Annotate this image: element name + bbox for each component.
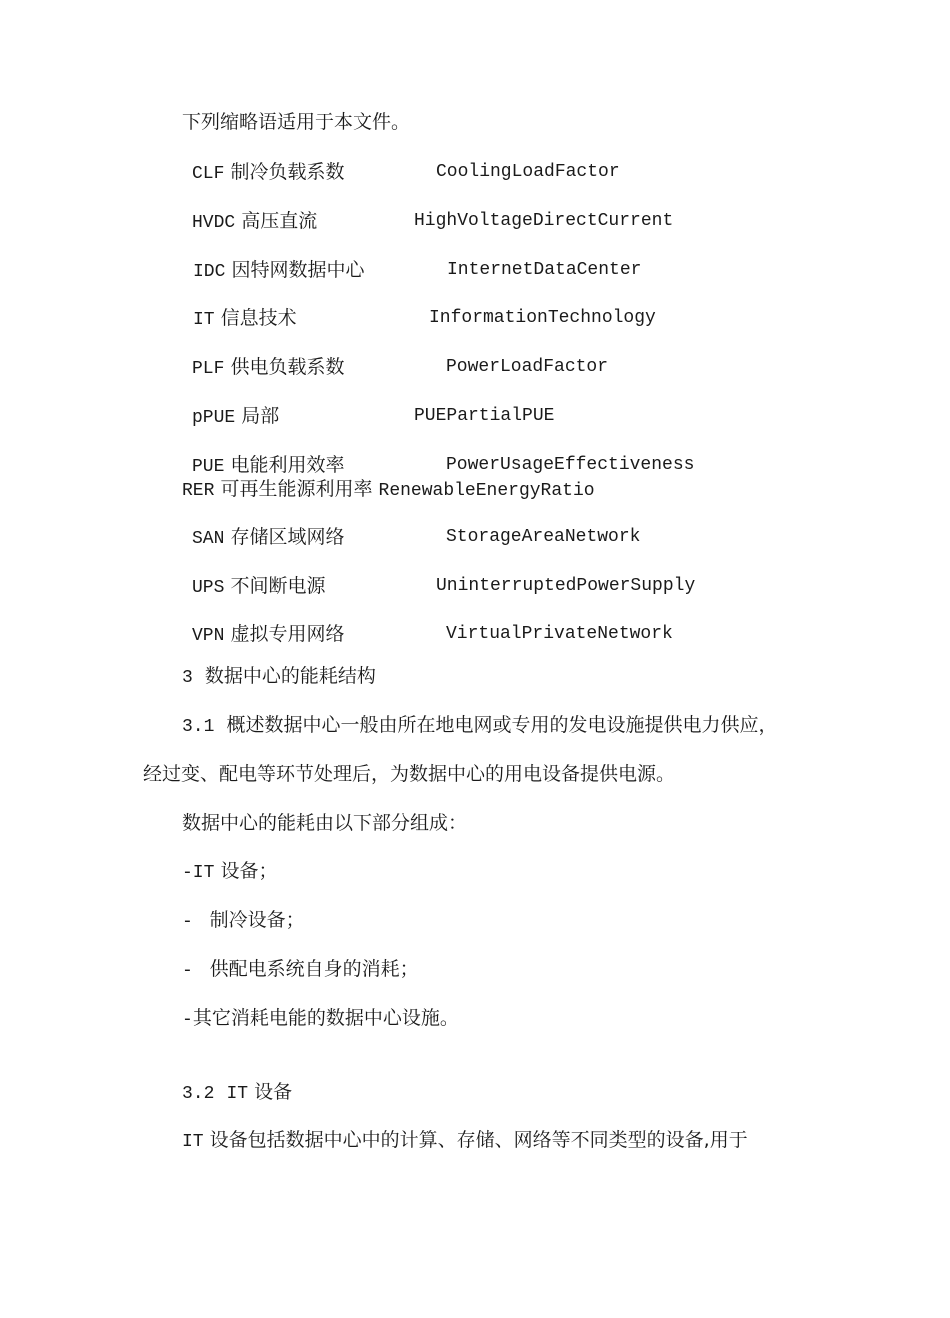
abbr-en: PowerLoadFactor (446, 357, 609, 377)
abbr-code: VPN (192, 626, 225, 646)
abbr-code: IT (193, 310, 215, 330)
abbr-zh: 高压直流 (241, 210, 318, 232)
abbr-en: PowerUsageEffectiveness (446, 455, 695, 475)
section-title: 设备 (254, 1081, 293, 1103)
abbr-en: UninterruptedPowerSupply (436, 576, 696, 596)
list-text: 其它消耗电能的数据中心设施。 (192, 1007, 459, 1029)
abbr-en: PUEPartialPUE (414, 406, 555, 426)
paragraph-text: 概述数据中心一般由所在地电网或专用的发电设施提供电力供应， (226, 714, 778, 736)
abbr-en: HighVoltageDirectCurrent (414, 211, 674, 231)
section-3-2-paragraph (182, 1128, 748, 1154)
abbr-code: RER (182, 481, 215, 501)
abbr-zh: 因特网数据中心 (231, 259, 365, 281)
section-3-1-line1 (182, 713, 778, 739)
abbr-en: InternetDataCenter (447, 260, 642, 280)
section-number: 3.1 (182, 717, 215, 737)
abbr-code: UPS (192, 578, 225, 598)
abbr-zh: 电能利用效率 (230, 454, 345, 476)
intro-text: 下列缩略语适用于本文件。 (182, 111, 411, 133)
abbr-zh: 信息技术 (220, 307, 297, 329)
abbr-en: RenewableEnergyRatio (378, 481, 595, 501)
abbr-en: CoolingLoadFactor (436, 162, 620, 182)
section-code: IT (226, 1084, 249, 1104)
abbr-zh: 供电负载系数 (230, 356, 345, 378)
section-number: 3.2 (182, 1084, 215, 1104)
section-3-1-line2: 经过变、配电等环节处理后，为数据中心的用电设备提供电源。 (143, 763, 676, 785)
list-item (182, 908, 305, 934)
abbr-en: VirtualPrivateNetwork (446, 624, 673, 644)
abbr-zh: 存储区域网络 (230, 526, 345, 548)
abbr-zh: 可再生能源利用率 (220, 478, 373, 500)
list-item (182, 859, 277, 885)
list-prefix: - (182, 961, 204, 981)
paragraph-text: 设备包括数据中心中的计算、存储、网络等不同类型的设备,用于 (209, 1129, 748, 1151)
abbr-code: PLF (192, 359, 225, 379)
abbr-code: IDC (193, 262, 226, 282)
section-number: 3 (182, 668, 193, 688)
abbr-en: StorageAreaNetwork (446, 527, 641, 547)
abbr-code: SAN (192, 529, 225, 549)
abbr-code: HVDC (192, 213, 236, 233)
abbr-code: PUE (192, 457, 225, 477)
abbr-code: pPUE (192, 408, 236, 428)
section-3-2-heading (182, 1080, 292, 1106)
list-prefix: - (182, 1010, 193, 1030)
list-item (182, 1006, 459, 1032)
list-text: 供配电系统自身的消耗； (209, 958, 419, 980)
list-text: 制冷设备； (209, 909, 305, 931)
abbr-zh: 虚拟专用网络 (230, 623, 345, 645)
abbr-zh: 不间断电源 (230, 575, 326, 597)
composition-intro: 数据中心的能耗由以下部分组成： (182, 812, 468, 834)
abbr-zh: 制冷负载系数 (230, 161, 345, 183)
section-3-heading (182, 664, 376, 690)
list-prefix: -IT (182, 863, 215, 883)
list-text: 设备； (220, 860, 278, 882)
paragraph-code: IT (182, 1132, 204, 1152)
abbr-zh: 局部 (241, 405, 280, 427)
abbr-en: InformationTechnology (429, 308, 656, 328)
list-prefix: - (182, 912, 204, 932)
list-item (182, 957, 419, 983)
section-title: 数据中心的能耗结构 (204, 665, 376, 687)
abbr-code: CLF (192, 164, 225, 184)
